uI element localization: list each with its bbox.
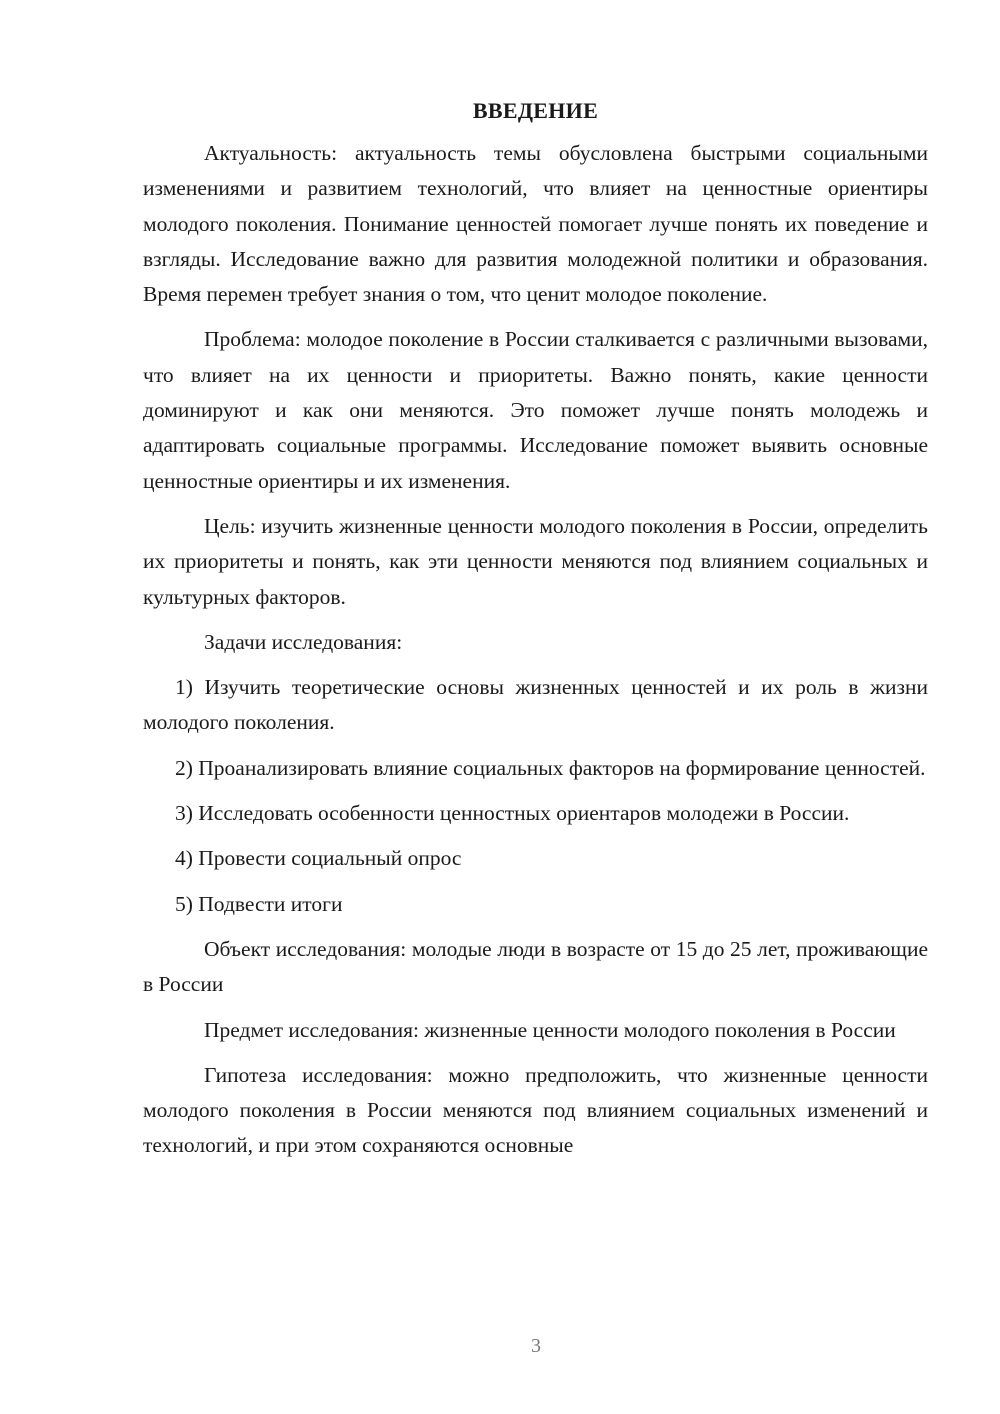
paragraph-subject: Предмет исследования: жизненные ценности молодого поколения в России (204, 1017, 896, 1042)
paragraph-object: Объект исследования: молодые люди в возрасте от 15 до 25 лет, проживающие в России (143, 936, 928, 997)
paragraph-relevance: Актуальность: актуальность темы обусловлена быстрыми социальными изменениями и развитием технологий, что влияет на ценностные ориентиры молодого поколения. Понимание ценностей помогает лучше понять их поведение и взгляды. Исследование важно для развития молодежной политики и образования. Время перемен требует знания о том, что ценит молодое поколение. (143, 141, 928, 307)
list-item: 3) Исследовать особенности ценностных ориентаров молодежи в России. (175, 801, 850, 826)
paragraph-tasks-heading: Задачи исследования: (204, 629, 403, 654)
list-item: 1) Изучить теоретические основы жизненных ценностей и их роль в жизни молодого поколения. (143, 675, 928, 735)
list-item: 2) Проанализировать влияние социальных факторов на формирование ценностей. (175, 755, 926, 780)
tasks-list (143, 670, 928, 922)
list-item: 4) Провести социальный опрос (175, 846, 462, 871)
page-number: 3 (531, 1335, 541, 1357)
paragraph-hypothesis: Гипотеза исследования: можно предположить, что жизненные ценности молодого поколения в России меняются под влиянием социальных изменений и технологий, и при этом сохраняются основные (143, 1062, 928, 1158)
list-item: 5) Подвести итоги (175, 891, 343, 916)
paragraph-goal: Цель: изучить жизненные ценности молодого поколения в России, определить их приоритеты и понять, как эти ценности меняются под влиянием социальных и культурных факторов. (143, 513, 928, 609)
paragraph-problem: Проблема: молодое поколение в России сталкивается с различными вызовами, что влияет на их ценности и приоритеты. Важно понять, какие ценности доминируют и как они меняются. Это поможет лучше понять молодежь и адаптировать социальные программы. Исследование поможет выявить основные ценностные ориентиры и их изменения. (143, 327, 928, 493)
section-heading: ВВЕДЕНИЕ (472, 98, 599, 123)
document-page (143, 96, 928, 1174)
